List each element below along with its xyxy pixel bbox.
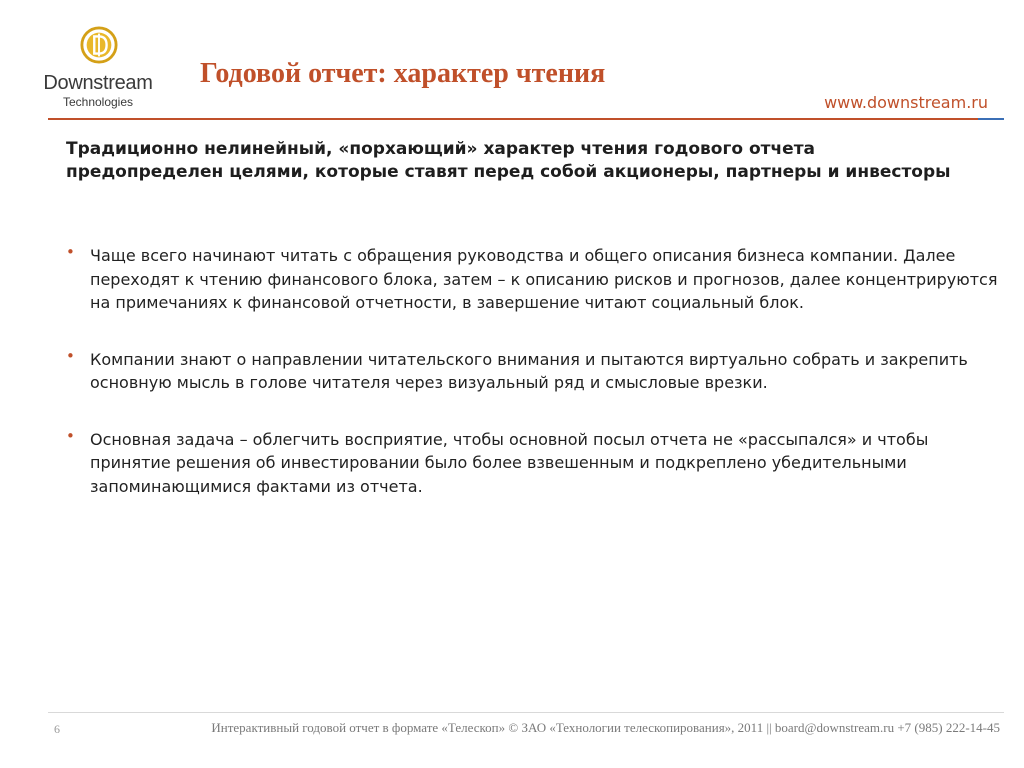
- header-divider: [48, 118, 978, 120]
- bullet-icon: •: [66, 243, 75, 261]
- bullet-text: Чаще всего начинают читать с обращения руководства и общего описания бизнеса компании. Далее переходят к чтению финансового блока, затем – к описанию рисков и прогнозов, далее концентрируются на примечаниях к финансовой отчетности, в завершение читают социальный блок.: [90, 246, 998, 312]
- page-title: Годовой отчет: характер чтения: [200, 58, 606, 89]
- lead-paragraph: Традиционно нелинейный, «порхающий» характер чтения годового отчета предопределен целями, которые ставят перед собой акционеры, партнеры и инвесторы: [66, 139, 951, 182]
- list-item: [66, 244, 1001, 315]
- bullet-icon: •: [66, 426, 75, 445]
- bullet-list: [66, 244, 1001, 531]
- bullet-text: Основная задача – облегчить восприятие, чтобы основной посыл отчета не «рассыпался» и чтобы принятие решения об инвестировании было более взвешенным и подкреплено убедительными запоминающимися фактами из отчета.: [90, 429, 929, 496]
- bullet-icon: •: [66, 346, 75, 365]
- header-divider-accent: [978, 118, 1004, 120]
- page-number: 6: [54, 722, 60, 736]
- bullet-text: Компании знают о направлении читательского внимания и пытаются виртуально собрать и закрепить основную мысль в голове читателя через визуальный ряд и смысловые врезки.: [90, 349, 968, 392]
- downstream-logo-icon: [80, 26, 118, 64]
- logo: [38, 22, 158, 112]
- logo-subtitle: Technologies: [62, 95, 134, 109]
- list-item: [66, 428, 1001, 499]
- footer-divider: [48, 712, 1004, 713]
- list-item: [66, 348, 1001, 395]
- website-link[interactable]: www.downstream.ru: [824, 93, 988, 112]
- logo-name: Downstream: [43, 72, 153, 94]
- footer-text: Интерактивный годовой отчет в формате «Телескоп» © ЗАО «Технологии телескопирования», 2011 || board@downstream.ru +7 (985) 222-14-45: [211, 720, 1000, 735]
